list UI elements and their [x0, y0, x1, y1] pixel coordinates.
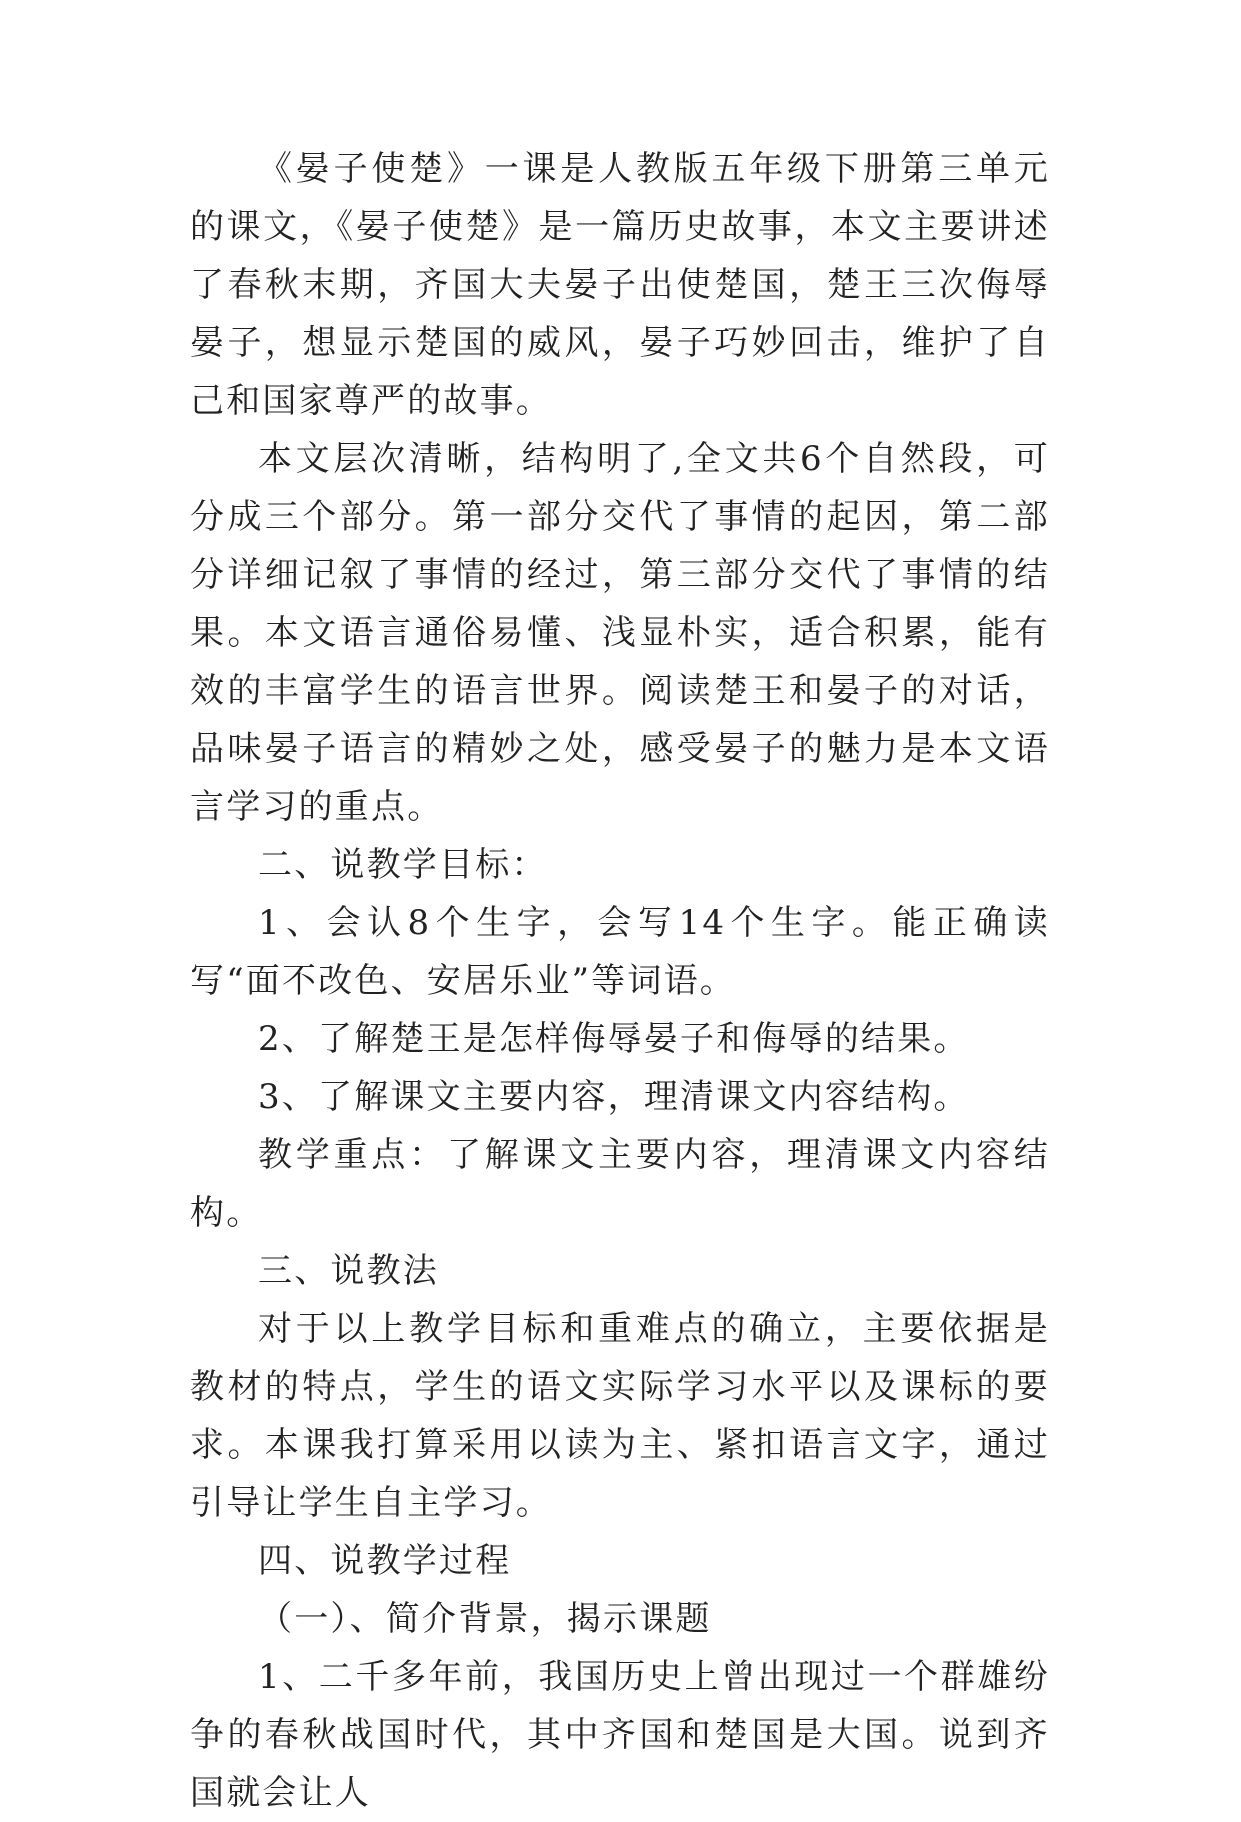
section-heading-teaching-process: 四、说教学过程	[258, 1541, 512, 1581]
teaching-method-paragraph: 对于以上教学目标和重难点的确立，主要依据是教材的特点，学生的语文实际学习水平以及课标的要求。本课我打算采用以读为主、紧扣语言文字，通过引导让学生自主学习。	[190, 1309, 1050, 1523]
goal-item-3: 3、了解课文主要内容，理清课文内容结构。	[258, 1077, 970, 1117]
section-heading-teaching-goals: 二、说教学目标：	[258, 845, 548, 885]
subsection-heading-background: （一）、简介背景，揭示课题	[258, 1599, 712, 1639]
background-paragraph: 1、二千多年前，我国历史上曾出现过一个群雄纷争的春秋战国时代，其中齐国和楚国是大国。说到齐国就会让人	[190, 1657, 1050, 1813]
goal-item-1: 1、会认8个生字，会写14个生字。能正确读写“面不改色、安居乐业”等词语。	[190, 903, 1050, 1001]
goal-item-2: 2、了解楚王是怎样侮辱晏子和侮辱的结果。	[258, 1019, 970, 1059]
document-page	[190, 140, 1050, 1822]
section-heading-teaching-method: 三、说教法	[258, 1251, 439, 1291]
structure-paragraph: 本文层次清晰，结构明了,全文共6个自然段，可分成三个部分。第一部分交代了事情的起因，第二部分详细记叙了事情的经过，第三部分交代了事情的结果。本文语言通俗易懂、浅显朴实，适合积累，能有效的丰富学生的语言世界。阅读楚王和晏子的对话，品味晏子语言的精妙之处，感受晏子的魅力是本文语言学习的重点。	[190, 439, 1050, 827]
teaching-focus: 教学重点：了解课文主要内容，理清课文内容结构。	[190, 1135, 1050, 1233]
intro-paragraph: 《晏子使楚》一课是人教版五年级下册第三单元的课文，《晏子使楚》是一篇历史故事，本文主要讲述了春秋末期，齐国大夫晏子出使楚国，楚王三次侮辱晏子，想显示楚国的威风，晏子巧妙回击，维护了自己和国家尊严的故事。	[190, 149, 1050, 421]
